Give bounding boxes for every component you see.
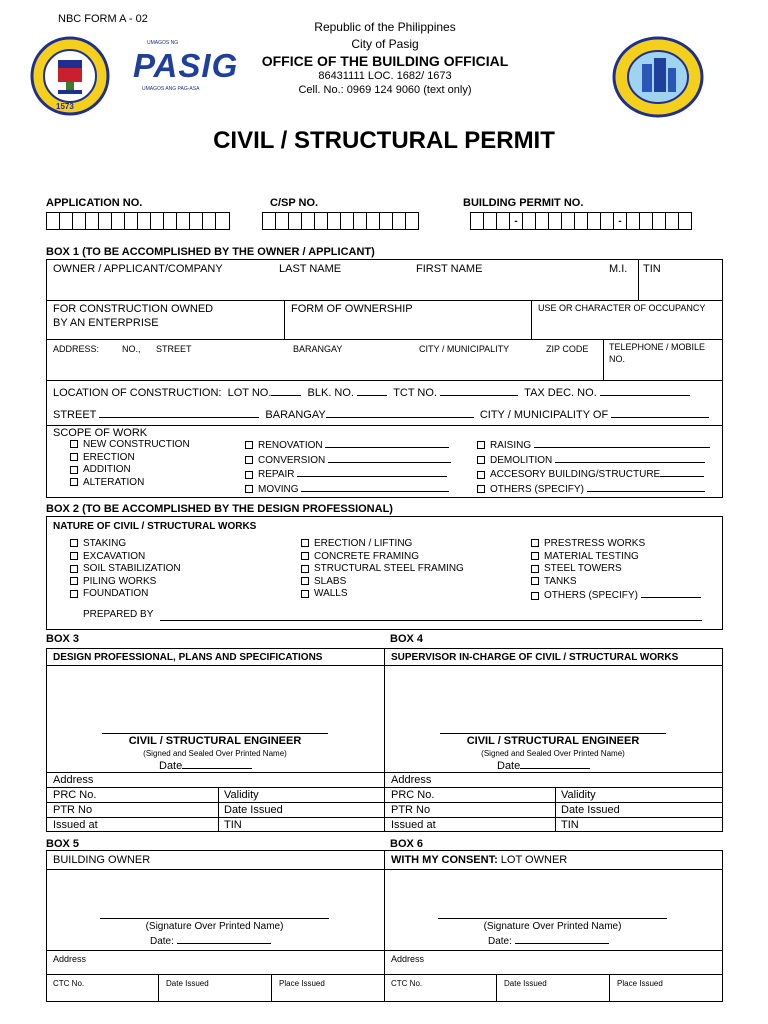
- box3-ptr: PTR No: [53, 804, 93, 816]
- box5-date: Date:: [150, 934, 271, 947]
- box4-issued-at: Issued at: [391, 819, 436, 831]
- box5-signature-line[interactable]: [100, 918, 329, 919]
- box3-address: Address: [53, 774, 94, 786]
- nature-label: NATURE OF CIVIL / STRUCTURAL WORKS: [53, 521, 257, 532]
- header-phone: 86431111 LOC. 1682/ 1673: [318, 70, 452, 82]
- box4-date: Date: [497, 759, 590, 772]
- building-permit-no-field[interactable]: [470, 212, 692, 230]
- scope-renovation[interactable]: RENOVATION: [245, 438, 451, 453]
- nature-piling[interactable]: PILING WORKS: [70, 576, 181, 589]
- pasig-logo-top: UMAGOS NG: [147, 40, 179, 46]
- nature-steel-framing[interactable]: STRUCTURAL STEEL FRAMING: [301, 563, 464, 576]
- permit-dash-2: -: [614, 212, 627, 230]
- tin-label: TIN: [643, 263, 661, 275]
- box4-address: Address: [391, 774, 432, 786]
- scope-erection[interactable]: ERECTION: [70, 452, 190, 465]
- box5-date-field[interactable]: [177, 934, 271, 944]
- prepared-by-field[interactable]: [160, 620, 702, 621]
- box3-engineer: CIVIL / STRUCTURAL ENGINEER: [128, 735, 302, 747]
- box4-prc: PRC No.: [391, 789, 435, 801]
- barangay2-label: BARANGAY: [265, 409, 326, 421]
- csp-no-field[interactable]: [262, 212, 419, 230]
- checkbox[interactable]: [70, 565, 78, 573]
- form-ownership-label: FORM OF OWNERSHIP: [291, 303, 413, 315]
- owner-label: OWNER / APPLICANT/COMPANY: [53, 263, 223, 275]
- building-official-seal-icon: [612, 36, 704, 118]
- checkbox[interactable]: [477, 456, 485, 464]
- box6-date: Date:: [488, 934, 609, 947]
- header-office: OFFICE OF THE BUILDING OFFICIAL: [261, 53, 509, 69]
- lot-label: LOT NO.: [227, 387, 272, 399]
- checkbox[interactable]: [301, 552, 309, 560]
- blk-label: BLK. NO.: [307, 387, 354, 399]
- checkbox[interactable]: [531, 565, 539, 573]
- box3-label: BOX 3: [46, 633, 80, 645]
- scope-label: SCOPE OF WORK: [53, 427, 148, 439]
- box4-signed: (Signed and Sealed Over Printed Name): [481, 749, 625, 758]
- checkbox[interactable]: [531, 577, 539, 585]
- nature-walls[interactable]: WALLS: [301, 588, 464, 601]
- city2-field[interactable]: [611, 408, 709, 418]
- box1-heading: BOX 1 (TO BE ACCOMPLISHED BY THE OWNER / APPLICANT): [46, 246, 375, 258]
- barangay-label: BARANGAY: [293, 344, 343, 354]
- box4-ptr: PTR No: [391, 804, 431, 816]
- nature-col3: [531, 538, 701, 603]
- box6-address: Address: [391, 954, 425, 964]
- checkbox[interactable]: [70, 453, 78, 461]
- seal-year: 1573: [56, 102, 74, 111]
- box6-date-issued: Date Issued: [504, 979, 547, 988]
- street2-field[interactable]: [99, 408, 259, 418]
- location-line: [53, 386, 690, 399]
- box3-issued-at: Issued at: [53, 819, 98, 831]
- nature-material-testing[interactable]: MATERIAL TESTING: [531, 551, 701, 564]
- checkbox[interactable]: [245, 485, 253, 493]
- box4-tin: TIN: [561, 819, 579, 831]
- enterprise-label-1: FOR CONSTRUCTION OWNED: [53, 303, 214, 315]
- checkbox[interactable]: [245, 456, 253, 464]
- barangay2-field[interactable]: [326, 408, 474, 418]
- scope-others[interactable]: OTHERS (SPECIFY): [477, 482, 710, 497]
- box5-address: Address: [53, 954, 87, 964]
- building-permit-no-label: BUILDING PERMIT NO.: [463, 197, 584, 209]
- box4-heading: SUPERVISOR IN-CHARGE OF CIVIL / STRUCTURAL WORKS: [391, 652, 679, 663]
- scope-alteration[interactable]: ALTERATION: [70, 477, 190, 490]
- checkbox[interactable]: [70, 552, 78, 560]
- street-line: [53, 408, 709, 421]
- box4-signature-line[interactable]: [440, 733, 666, 734]
- csp-no-label: C/SP NO.: [270, 197, 319, 209]
- checkbox[interactable]: [245, 471, 253, 479]
- scope-demolition[interactable]: DEMOLITION: [477, 453, 710, 468]
- box5-ctc: CTC No.: [53, 979, 85, 988]
- checkbox[interactable]: [70, 478, 78, 486]
- nature-steel-towers[interactable]: STEEL TOWERS: [531, 563, 701, 576]
- address-label: ADDRESS:: [53, 344, 100, 354]
- box3-signature-line[interactable]: [102, 733, 328, 734]
- box4-date-field[interactable]: [520, 759, 590, 769]
- box5-heading: BUILDING OWNER: [53, 854, 151, 866]
- checkbox[interactable]: [70, 577, 78, 585]
- mi-label: M.I.: [609, 263, 628, 275]
- checkbox[interactable]: [70, 539, 78, 547]
- box6-place-issued: Place Issued: [617, 979, 663, 988]
- application-no-field[interactable]: [46, 212, 230, 230]
- box3-date-issued: Date Issued: [224, 804, 283, 816]
- tct-field[interactable]: [440, 386, 518, 396]
- box4-engineer: CIVIL / STRUCTURAL ENGINEER: [466, 735, 640, 747]
- box3-date: Date: [159, 759, 252, 772]
- scope-addition[interactable]: ADDITION: [70, 464, 190, 477]
- checkbox[interactable]: [531, 539, 539, 547]
- permit-dash-1: -: [510, 212, 523, 230]
- header-city: City of Pasig: [351, 37, 419, 51]
- first-name-label: FIRST NAME: [416, 263, 483, 275]
- nature-soil[interactable]: SOIL STABILIZATION: [70, 563, 181, 576]
- tct-label: TCT NO.: [393, 387, 437, 399]
- box2-heading: BOX 2 (TO BE ACCOMPLISHED BY THE DESIGN PROFESSIONAL): [46, 503, 393, 515]
- street2-label: STREET: [53, 409, 97, 421]
- checkbox[interactable]: [531, 552, 539, 560]
- checkbox[interactable]: [245, 441, 253, 449]
- box6-signature: (Signature Over Printed Name): [483, 921, 622, 932]
- enterprise-label-2: BY AN ENTERPRISE: [53, 317, 159, 329]
- scope-raising[interactable]: RAISING: [477, 438, 710, 453]
- form-code: NBC FORM A - 02: [58, 13, 148, 25]
- box3-tin: TIN: [224, 819, 242, 831]
- checkbox[interactable]: [477, 441, 485, 449]
- scope-repair[interactable]: REPAIR: [245, 467, 451, 482]
- checkbox[interactable]: [301, 577, 309, 585]
- box5-signature: (Signature Over Printed Name): [145, 921, 284, 932]
- tax-dec-label: TAX DEC. NO.: [524, 387, 597, 399]
- box3-signed: (Signed and Sealed Over Printed Name): [143, 749, 287, 758]
- header-cell: Cell. No.: 0969 124 9060 (text only): [298, 84, 472, 96]
- last-name-label: LAST NAME: [279, 263, 342, 275]
- nature-staking[interactable]: STAKING: [70, 538, 181, 551]
- zip-label: ZIP CODE: [546, 344, 589, 354]
- blk-field[interactable]: [357, 386, 387, 396]
- application-no-label: APPLICATION NO.: [46, 197, 143, 209]
- box5-label: BOX 5: [46, 838, 80, 850]
- lot-field[interactable]: [271, 386, 301, 396]
- telephone-label-2: NO.: [609, 354, 626, 364]
- box3-heading: DESIGN PROFESSIONAL, PLANS AND SPECIFICATIONS: [53, 652, 323, 663]
- prepared-by-label: PREPARED BY: [83, 609, 154, 620]
- checkbox[interactable]: [301, 565, 309, 573]
- checkbox[interactable]: [477, 485, 485, 493]
- checkbox[interactable]: [70, 466, 78, 474]
- telephone-label-1: TELEPHONE / MOBILE: [609, 342, 706, 352]
- use-occupancy-label: USE OR CHARACTER OF OCCUPANCY: [538, 303, 706, 313]
- box4-validity: Validity: [561, 789, 596, 801]
- checkbox[interactable]: [477, 471, 485, 479]
- scope-accesory[interactable]: ACCESORY BUILDING/STRUCTURE: [477, 467, 710, 482]
- nature-col1: [70, 538, 181, 601]
- box4-label: BOX 4: [390, 633, 424, 645]
- city2-label: CITY / MUNICIPALITY OF: [479, 409, 609, 421]
- nature-tanks[interactable]: TANKS: [531, 576, 701, 589]
- scope-moving[interactable]: MOVING: [245, 482, 451, 497]
- checkbox[interactable]: [301, 590, 309, 598]
- scope-col2: [245, 438, 451, 496]
- nature-prestress[interactable]: PRESTRESS WORKS: [531, 538, 701, 551]
- location-label: LOCATION OF CONSTRUCTION:: [53, 387, 222, 399]
- nature-foundation[interactable]: FOUNDATION: [70, 588, 181, 601]
- box3-prc: PRC No.: [53, 789, 97, 801]
- nature-concrete[interactable]: CONCRETE FRAMING: [301, 551, 464, 564]
- box3-date-field[interactable]: [182, 759, 252, 769]
- box4-date-issued: Date Issued: [561, 804, 620, 816]
- nature-erection[interactable]: ERECTION / LIFTING: [301, 538, 464, 551]
- scope-col1: [70, 439, 190, 489]
- box6-label: BOX 6: [390, 838, 424, 850]
- scope-col3: [477, 438, 710, 496]
- checkbox[interactable]: [70, 440, 78, 448]
- scope-new-construction[interactable]: NEW CONSTRUCTION: [70, 439, 190, 452]
- box6-date-field[interactable]: [515, 934, 609, 944]
- pasig-logo-tagline: UMAGOS ANG PAG-ASA: [142, 86, 200, 92]
- nature-others[interactable]: OTHERS (SPECIFY): [531, 588, 701, 603]
- box6-ctc: CTC No.: [391, 979, 423, 988]
- box3-validity: Validity: [224, 789, 259, 801]
- nature-excavation[interactable]: EXCAVATION: [70, 551, 181, 564]
- box5-date-issued: Date Issued: [166, 979, 209, 988]
- nature-col2: [301, 538, 464, 601]
- box6-heading: WITH MY CONSENT: LOT OWNER: [391, 854, 568, 866]
- checkbox[interactable]: [301, 539, 309, 547]
- form-title: CIVIL / STRUCTURAL PERMIT: [213, 127, 555, 154]
- header-republic: Republic of the Philippines: [314, 20, 456, 34]
- street-label: STREET: [156, 344, 192, 354]
- pasig-logo: PASIG: [133, 47, 239, 84]
- tax-dec-field[interactable]: [600, 386, 690, 396]
- nature-slabs[interactable]: SLABS: [301, 576, 464, 589]
- checkbox[interactable]: [531, 592, 539, 600]
- box6-signature-line[interactable]: [438, 918, 667, 919]
- city-label: CITY / MUNICIPALITY: [419, 344, 510, 354]
- no-label: NO.,: [122, 344, 141, 354]
- checkbox[interactable]: [70, 590, 78, 598]
- scope-conversion[interactable]: CONVERSION: [245, 453, 451, 468]
- box5-place-issued: Place Issued: [279, 979, 325, 988]
